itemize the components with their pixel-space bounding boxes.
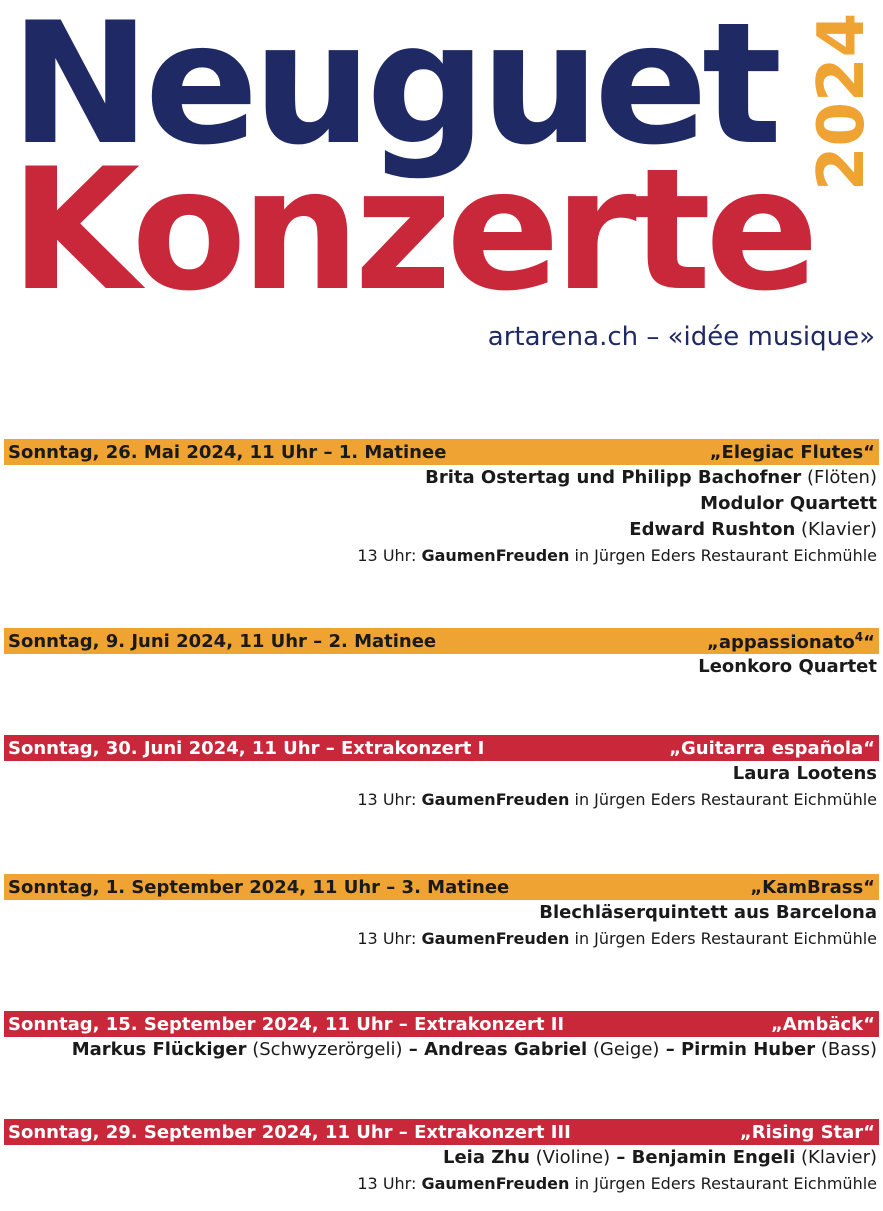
performer-note: (Geige) <box>587 1039 660 1060</box>
performer-line <box>4 900 879 926</box>
event-title: „Rising Star“ <box>739 1121 875 1143</box>
event-4 <box>4 874 879 952</box>
food-rest: in Jürgen Eders Restaurant Eichmühle <box>569 546 877 565</box>
event-2 <box>4 628 879 680</box>
performer-note: (Schwyzerörgeli) <box>246 1039 403 1060</box>
title-superscript: 4 <box>854 629 864 644</box>
food-note <box>4 926 879 952</box>
event-title: „KamBrass“ <box>750 876 875 898</box>
food-note <box>4 787 879 813</box>
event-bar <box>4 628 879 654</box>
performer-note: (Bass) <box>815 1039 877 1060</box>
performer-line <box>4 654 879 680</box>
event-title: „appassionato$^4$“ <box>707 629 875 653</box>
food-time: 13 Uhr: <box>357 1174 417 1193</box>
performer-note: (Klavier) <box>795 519 877 540</box>
event-bar <box>4 1011 879 1037</box>
performer-note: (Violine) <box>529 1147 611 1168</box>
food-name: GaumenFreuden <box>421 790 570 809</box>
performer-note: (Klavier) <box>795 1147 877 1168</box>
performer-name: Leonkoro Quartet <box>698 656 877 677</box>
event-bar <box>4 735 879 761</box>
food-time: 13 Uhr: <box>357 929 417 948</box>
separator: – <box>610 1147 632 1168</box>
event-date: Sonntag, 1. September 2024, 11 Uhr – 3. Matinee <box>8 876 510 898</box>
food-time: 13 Uhr: <box>357 546 417 565</box>
performer-name: Edward Rushton <box>629 519 796 540</box>
food-note <box>4 543 879 569</box>
performer-line <box>4 517 879 543</box>
food-name: GaumenFreuden <box>421 1174 570 1193</box>
food-note <box>4 1171 879 1197</box>
performer-line <box>4 465 879 491</box>
event-1 <box>4 439 879 569</box>
performer-line <box>4 761 879 787</box>
event-6 <box>4 1119 879 1197</box>
food-name: GaumenFreuden <box>421 546 570 565</box>
tagline: artarena.ch – «idée musique» <box>487 322 875 352</box>
event-3 <box>4 735 879 813</box>
performer-line <box>4 491 879 517</box>
performer-note: (Flöten) <box>801 467 877 488</box>
event-bar <box>4 874 879 900</box>
food-rest: in Jürgen Eders Restaurant Eichmühle <box>569 929 877 948</box>
food-name: GaumenFreuden <box>421 929 570 948</box>
food-time: 13 Uhr: <box>357 790 417 809</box>
event-date: Sonntag, 9. Juni 2024, 11 Uhr – 2. Matinee <box>8 630 437 652</box>
year-vertical: 2024 <box>805 12 879 192</box>
performer-name: Leia Zhu <box>442 1147 530 1168</box>
food-rest: in Jürgen Eders Restaurant Eichmühle <box>569 1174 877 1193</box>
event-bar <box>4 1119 879 1145</box>
performer-line <box>4 1145 879 1171</box>
performer-line <box>4 1037 879 1063</box>
title-line-2: Konzerte <box>10 132 814 328</box>
performer-name: Modulor Quartett <box>700 493 877 514</box>
performer-name: Benjamin Engeli <box>631 1147 796 1168</box>
event-date: Sonntag, 26. Mai 2024, 11 Uhr – 1. Matinee <box>8 441 447 463</box>
title-line-1: Neuguet <box>10 0 777 182</box>
separator: – <box>659 1039 681 1060</box>
event-date: Sonntag, 30. Juni 2024, 11 Uhr – Extrakonzert I <box>8 737 485 759</box>
performer-name: Andreas Gabriel <box>424 1039 588 1060</box>
separator: – <box>402 1039 425 1060</box>
food-rest: in Jürgen Eders Restaurant Eichmühle <box>569 790 877 809</box>
performer-name: Brita Ostertag und Philipp Bachofner <box>425 467 802 488</box>
performer-name: Blechläserquintett aus Barcelona <box>539 902 877 923</box>
performer-name: Laura Lootens <box>732 763 877 784</box>
event-date: Sonntag, 29. September 2024, 11 Uhr – Extrakonzert III <box>8 1121 571 1143</box>
event-title: „Guitarra española“ <box>669 737 875 759</box>
event-title: „Ambäck“ <box>770 1013 875 1035</box>
performer-name: Pirmin Huber <box>680 1039 816 1060</box>
performer-name: Markus Flückiger <box>71 1039 247 1060</box>
event-title: „Elegiac Flutes“ <box>709 441 875 463</box>
event-bar <box>4 439 879 465</box>
event-5 <box>4 1011 879 1063</box>
event-date: Sonntag, 15. September 2024, 11 Uhr – Extrakonzert II <box>8 1013 565 1035</box>
